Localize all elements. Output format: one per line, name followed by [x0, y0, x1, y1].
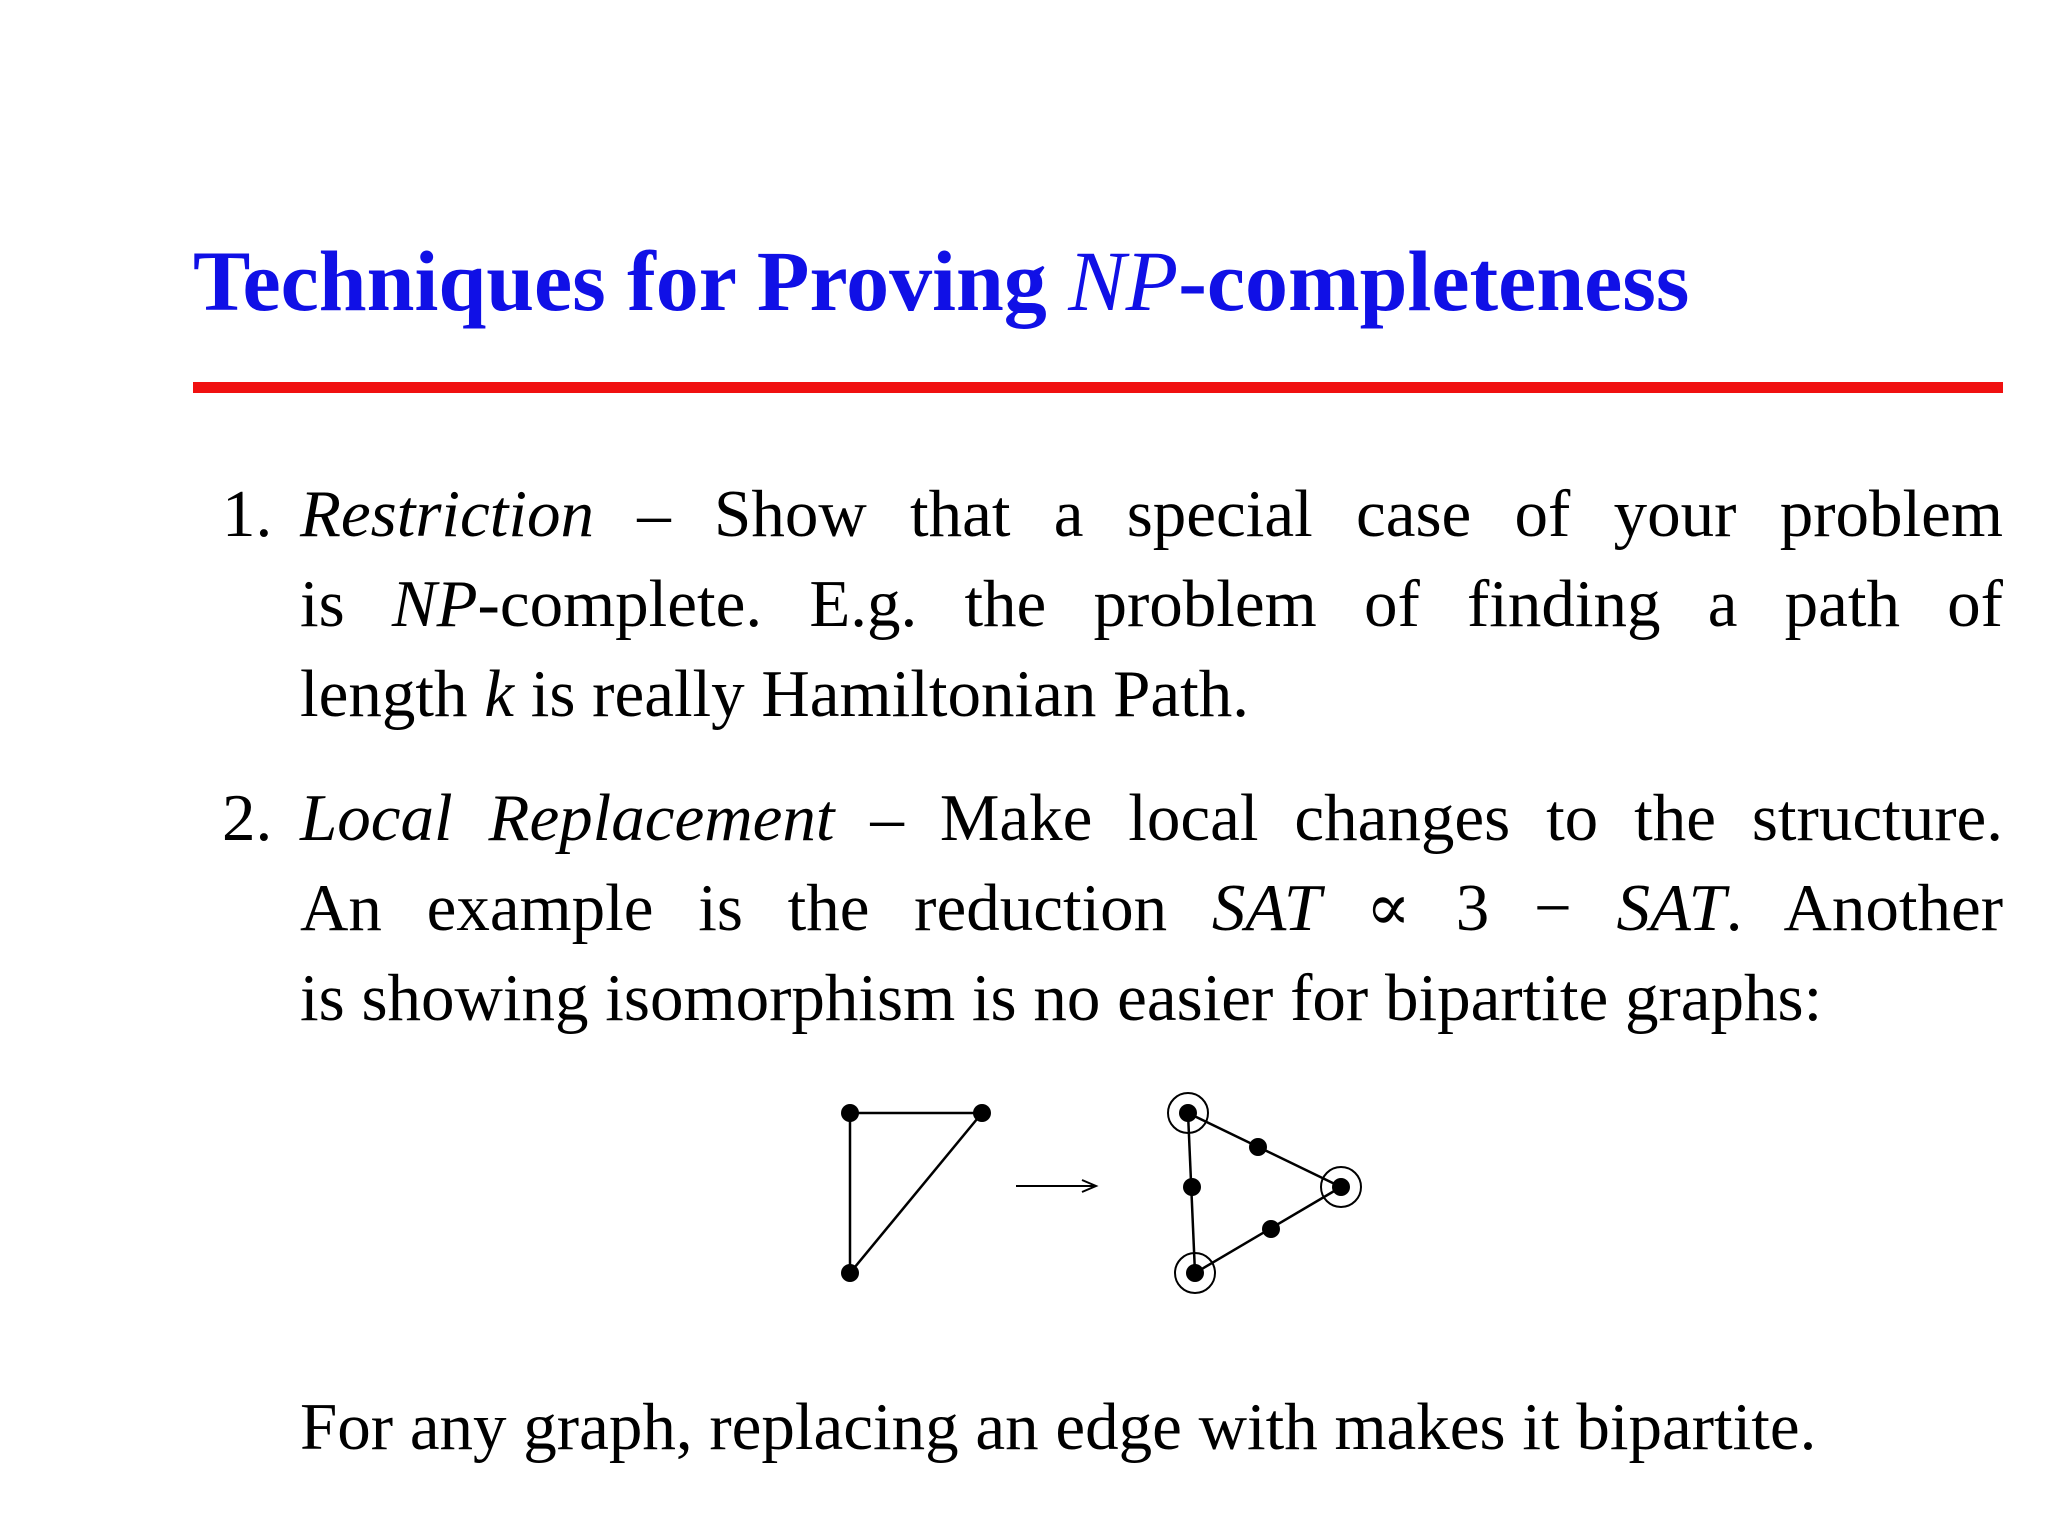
item-line-3: length k is really Hamiltonian Path.: [300, 657, 1249, 731]
math-sat-2: SAT: [1616, 871, 1726, 945]
graph-vertex: [841, 1104, 859, 1122]
graph-vertex: [973, 1104, 991, 1122]
item-line-2: is NP-complete. E.g. the problem of finding a path of: [300, 567, 2003, 641]
item-number: 1.: [222, 477, 273, 551]
item-line-1: Local Replacement – Make local changes to the structure.: [300, 781, 2003, 855]
item-term: Restriction: [300, 477, 595, 551]
math-k: k: [484, 657, 514, 731]
math-sat: SAT: [1211, 871, 1322, 945]
graph-vertex: [1186, 1264, 1204, 1282]
title-prefix: Techniques for Proving: [193, 233, 1069, 329]
graph-edge: [850, 1113, 982, 1273]
item-number: 2.: [222, 781, 273, 855]
bipartite-subdivided-graph: [1188, 1113, 1341, 1273]
item-term: Local Replacement: [300, 781, 835, 855]
math-np: NP: [391, 567, 478, 641]
subdivision-vertex: [1183, 1178, 1201, 1196]
footer-statement: For any graph, replacing an edge with makes it bipartite.: [300, 1390, 1817, 1464]
title-math: NP: [1068, 233, 1179, 329]
original-triangle-graph: [850, 1113, 982, 1273]
item-line-3: is showing isomorphism is no easier for bipartite graphs:: [300, 961, 1823, 1035]
title-suffix: -completeness: [1178, 233, 1690, 329]
arrow: [1016, 1180, 1096, 1192]
item-line-2: An example is the reduction SAT ∝ 3 − SAT. Another: [300, 871, 2004, 945]
graph-vertex: [1332, 1178, 1350, 1196]
subdivision-vertex: [1249, 1138, 1267, 1156]
graph-vertex: [1179, 1104, 1197, 1122]
graph-vertex: [841, 1264, 859, 1282]
subdivision-vertex: [1262, 1220, 1280, 1238]
item-line-1: Restriction – Show that a special case of your problem: [300, 477, 2003, 551]
